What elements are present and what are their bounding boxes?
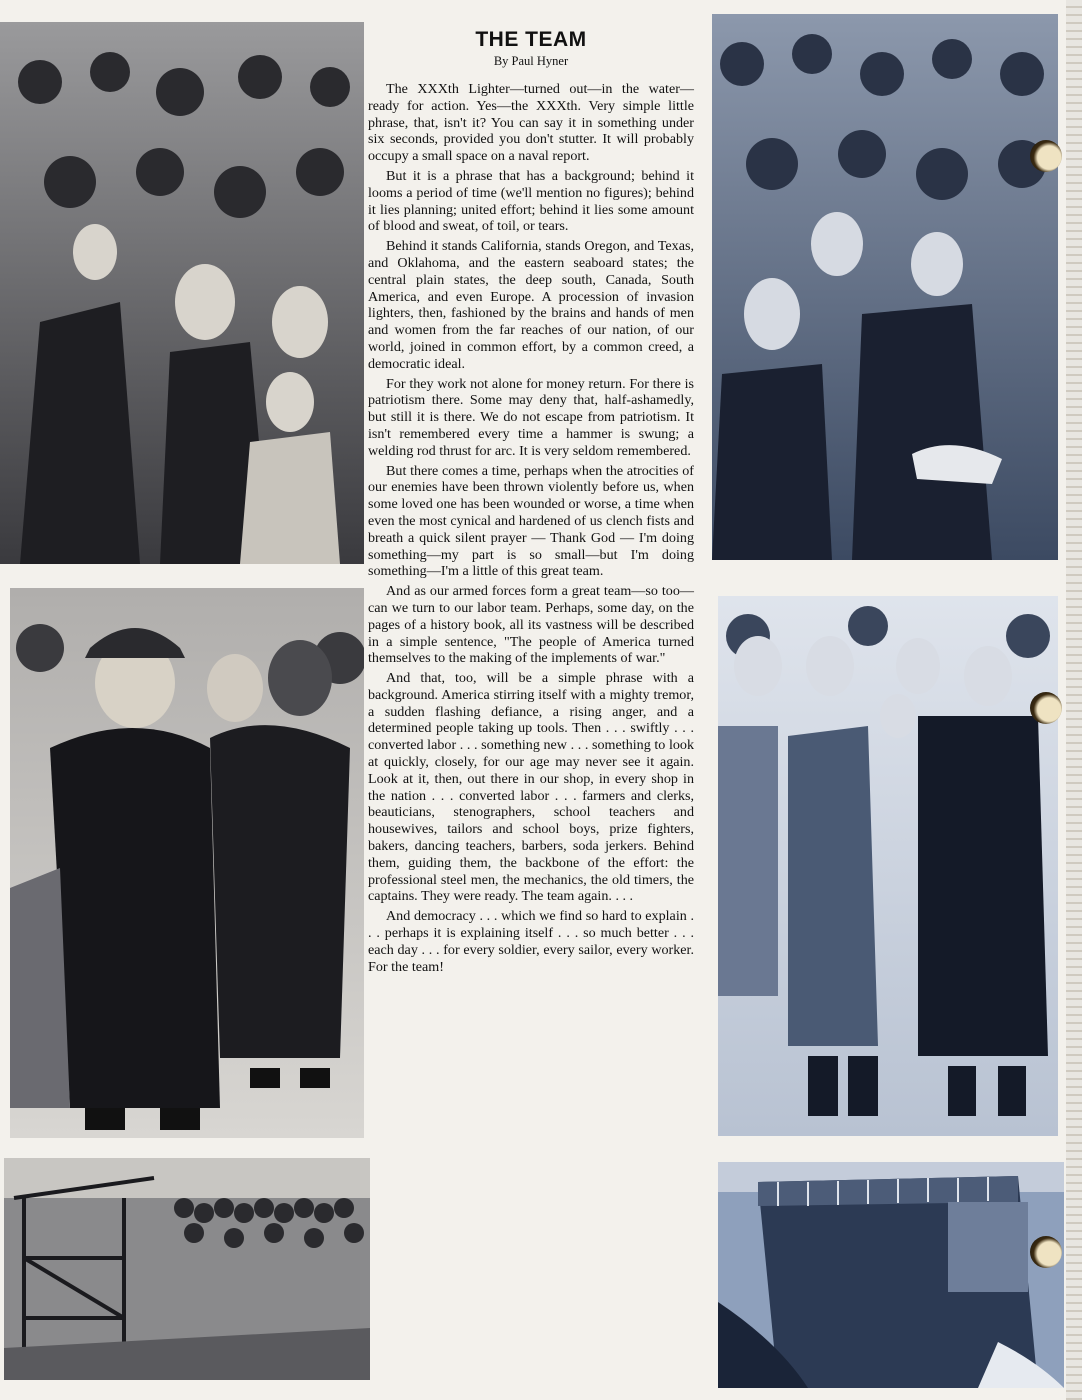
binder-hole-bottom — [1030, 1236, 1062, 1268]
binder-hole-middle — [1030, 692, 1062, 724]
crowd-photo-top-left — [0, 22, 364, 564]
article-paragraph: Behind it stands California, stands Oregon, and Texas, and Oklahoma, and the eastern seaboard states; the central plain states, the deep south, Canada, South America, and even Europe. A procession of invasion lighters, then, fashioned by the brains and hands of men and women from the far reaches of our nation, of our world, joined in common effort, by a common creed, a democratic ideal. — [368, 238, 694, 372]
article-title: THE TEAM — [475, 28, 587, 51]
article-paragraph: And that, too, will be a simple phrase with a background. America stirring itself with a mighty tremor, a sudden flashing defiance, a rising anger, and a determined people taking up tools. Then . . . swiftly . . . converted labor . . . something new . . . something to look at quickly, closely, for our age may never see it again. Look at it, then, out there in our shop, in every shop in the nation . . . converted labor . . . farmers and clerks, beauticians, stenographers, school teachers and housewives, tailors and school boys, prize fighters, bakers, dancing teachers, barbers, soda jerkers. Behind them, guiding them, the backbone of the effort: the professional steel men, the mechanics, the old timers, the captains. They were ready. The team again. . . . — [368, 670, 694, 905]
binder-hole-top — [1030, 140, 1062, 172]
workers-photo-middle-right — [718, 596, 1058, 1136]
crowd-photo-top-right — [712, 14, 1058, 560]
article — [368, 28, 694, 1378]
couple-photo-middle-left — [10, 588, 364, 1138]
article-paragraph: But it is a phrase that has a background; behind it looms a period of time (we'll mention no figures); behind it lies planning; united effort; behind it lies some amount of blood and sweat, of toil, or tears. — [368, 167, 694, 235]
article-paragraph: The XXXth Lighter—turned out—in the water—ready for action. Yes—the XXXth. Very simple little phrase, that, isn't it? You can say it in something under six seconds, provided you don't stutter. It will probably occupy a small space on a naval report. — [368, 81, 694, 165]
article-paragraph: But there comes a time, perhaps when the atrocities of our enemies have been thrown violently before us, when some loved one has been wounded or worse, a time when even the most cynical and hardened of us clench fists and breath a quick silent prayer — Thank God — I'm doing something—my part is so small—but I'm doing something—I'm a little of this great team. — [368, 462, 694, 580]
launch-crowd-photo-bottom-left — [4, 1158, 370, 1380]
landing-craft-photo-bottom-right — [718, 1162, 1064, 1388]
article-byline: By Paul Hyner — [493, 54, 569, 68]
article-paragraph: And democracy . . . which we find so hard to explain . . . perhaps it is explaining itself . . . so much better . . . each day . . . for every soldier, every sailor, every worker. For the team! — [368, 908, 694, 975]
article-paragraph: And as our armed forces form a great team—so too—can we turn to our labor team. Perhaps, some day, on the pages of a history book, all its vastness will be described in a simple sentence, "The people of America turned themselves to the making of the implements of war." — [368, 583, 694, 667]
article-paragraph: For they work not alone for money return. For there is patriotism there. Some may deny that, half-ashamedly, but still it is there. We do not escape from patriotism. It isn't remembered every time a hammer is swung; a welding rod thrust for arc. It is very seldom remembered. — [368, 375, 694, 459]
binder-spine — [1066, 0, 1082, 1400]
article-body — [368, 81, 694, 975]
